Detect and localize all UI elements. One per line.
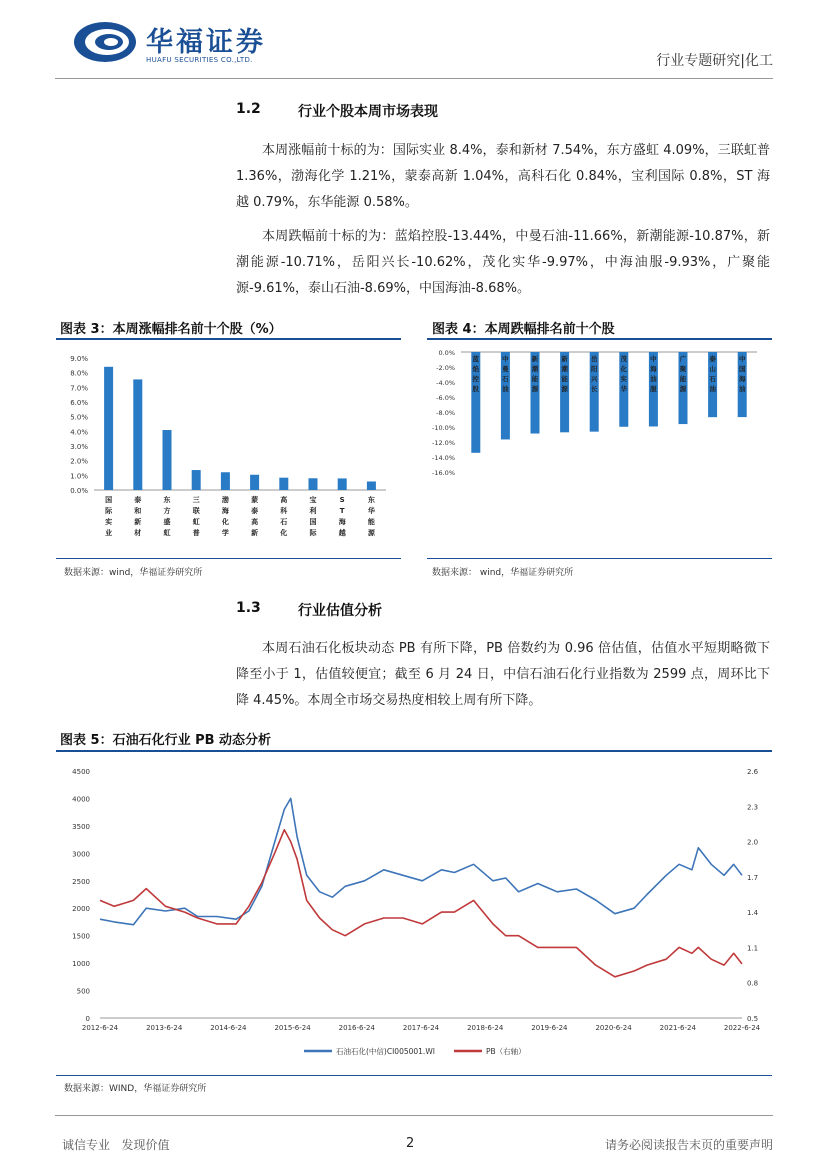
x-tick-label: 泰 [251,507,259,515]
y-tick-label: 3.0% [70,443,88,451]
x-tick-label: 海 [738,375,746,383]
x-tick-label: 中 [738,355,746,363]
y-right-tick-label: 2.0 [747,838,759,847]
x-tick-label: 学 [221,529,229,537]
x-tick-label: 2014-6-24 [210,1024,247,1032]
figure4-bottom-rule [427,558,772,559]
x-tick-label: 方 [163,507,171,515]
document-category: 行业专题研究|化工 [656,53,773,69]
x-tick-label: 高 [251,518,259,526]
x-tick-label: 茂 [620,355,628,363]
x-tick-label: 2015-6-24 [274,1024,311,1032]
x-tick-label: 能 [561,375,568,383]
section-title: 行业估值分析 [298,603,382,619]
x-tick-label: 岳 [590,355,598,363]
y-left-tick-label: 0 [85,1015,90,1023]
y-left-tick-label: 4000 [72,795,90,804]
y-right-tick-label: 1.1 [747,944,759,953]
x-tick-label: 潮 [531,365,539,373]
bar [367,481,376,490]
y-right-tick-label: 1.7 [747,873,759,882]
x-tick-label: 油 [650,375,657,383]
logo [72,18,282,68]
footer-slogan: 诚信专业 发现价值 [62,1138,170,1152]
bar [309,478,318,490]
figure3-chart [56,342,401,554]
legend-label-index: 石油石化(中信)CI005001.WI [336,1047,435,1056]
figure5-top-rule [56,750,772,752]
section-number: 1.3 [236,600,261,616]
x-tick-label: 源 [679,385,687,393]
logo-mark-icon [72,18,138,66]
y-tick-label: -10.0% [432,424,455,432]
y-left-tick-label: 1000 [72,960,90,969]
x-tick-label: 际 [105,507,113,515]
x-tick-label: 能 [531,375,539,383]
x-tick-label: 股 [472,385,480,393]
bar [133,379,142,490]
y-tick-label: 9.0% [70,355,88,363]
x-tick-label: 聚 [679,365,687,373]
y-tick-label: -14.0% [432,454,455,462]
x-tick-label: 广 [679,355,687,363]
x-tick-label: 和 [134,507,142,515]
y-tick-label: -12.0% [432,439,455,447]
x-tick-label: 虹 [163,529,171,537]
x-tick-label: 华 [620,385,628,393]
x-tick-label: 国 [738,365,746,373]
x-tick-label: 中 [650,355,657,363]
x-tick-label: 油 [709,385,716,393]
x-tick-label: 盛 [163,518,171,526]
y-left-tick-label: 3000 [72,850,90,859]
y-right-tick-label: 0.8 [747,979,759,988]
x-tick-label: 源 [561,385,568,393]
footer-divider [55,1115,773,1116]
x-tick-label: 曼 [502,365,509,373]
x-tick-label: 虹 [192,518,200,526]
x-tick-label: 高 [280,496,288,504]
legend-label-pb: PB（右轴） [486,1047,526,1056]
x-tick-label: T [339,507,345,515]
pb-series-line [100,830,742,977]
x-tick-label: 新 [561,355,568,363]
figure3-title: 图表 3：本周涨幅排名前十个股（%） [60,322,282,337]
x-tick-label: 蒙 [251,496,259,504]
x-tick-label: 联 [192,507,200,515]
x-tick-label: 越 [338,529,346,537]
x-tick-label: 际 [309,529,317,537]
page-number: 2 [406,1136,415,1151]
x-tick-label: 阳 [590,365,598,373]
x-tick-label: 东 [367,496,375,504]
x-tick-label: 华 [367,507,375,515]
figure4-top-rule [427,338,772,340]
y-tick-label: 4.0% [70,428,88,437]
figure3-top-rule [56,338,401,340]
x-tick-label: 2012-6-24 [81,1024,119,1032]
x-tick-label: 化 [221,518,229,526]
x-tick-label: 新 [134,518,142,526]
x-tick-label: 石 [502,375,509,383]
losers-paragraph: 本周跌幅前十标的为：蓝焰控股-13.44%，中曼石油-11.66%，新潮能源-10.87%，新潮能源-10.71%，岳阳兴长-10.62%，茂化实华-9.97%，中海油服-9.93%，广聚能源-9.61%，泰山石油-8.69%，中国海油-8.68%。 [236,229,770,296]
figure4-chart [427,342,772,554]
y-tick-label: 5.0% [70,413,88,422]
x-tick-label: 国 [309,518,317,526]
bar [250,475,259,490]
x-tick-label: S [339,496,345,504]
valuation-paragraph: 本周石油石化板块动态 PB 有所下降，PB 倍数约为 0.96 倍估值，估值水平短期略微下降至小于 1，估值较便宜；截至 6 月 24 日，中信石油石化行业指数为 2599 点，周环比下降 4.45%。本周全市场交易热度相较上周有所下降。 [236,641,770,708]
gainers-paragraph: 本周涨幅前十标的为：国际实业 8.4%，泰和新材 7.54%，东方盛虹 4.09%，三联虹普 1.36%，渤海化学 1.21%，蒙泰高新 1.04%，高科石化 0.84%，宝利国际 0.8%，ST 海越 0.79%，东华能源 0.58%。 [236,143,770,210]
x-tick-label: 三 [192,496,200,504]
x-tick-label: 石 [280,518,288,526]
x-tick-label: 新 [531,355,539,363]
figure3-bottom-rule [56,558,401,559]
y-tick-label: 0.0% [438,349,455,357]
y-tick-label: 6.0% [70,399,88,407]
logo-subtitle: HUAFU SECURITIES CO.,LTD. [146,56,253,64]
figure5-chart [56,754,772,1074]
y-right-tick-label: 0.5 [747,1015,759,1023]
x-tick-label: 海 [221,507,229,515]
x-tick-label: 石 [709,375,716,383]
x-tick-label: 源 [367,529,375,537]
y-tick-label: -6.0% [436,394,455,402]
y-left-tick-label: 500 [76,987,90,996]
x-tick-label: 2016-6-24 [338,1024,375,1032]
x-tick-label: 化 [280,529,288,537]
x-tick-label: 宝 [309,496,317,504]
x-tick-label: 兴 [590,375,598,383]
y-tick-label: -4.0% [436,379,455,387]
x-tick-label: 东 [163,496,171,504]
x-tick-label: 实 [105,518,113,526]
x-tick-label: 海 [650,365,657,373]
x-tick-label: 中 [502,355,509,363]
x-tick-label: 材 [134,529,142,537]
bar [221,472,230,490]
x-tick-label: 2018-6-24 [467,1024,504,1032]
x-tick-label: 蓝 [472,355,480,363]
index-series-line [100,798,742,924]
x-tick-label: 油 [502,385,509,393]
y-left-tick-label: 2000 [72,905,90,914]
x-tick-label: 山 [709,365,716,373]
x-tick-label: 服 [650,385,657,393]
y-left-tick-label: 1500 [72,932,90,941]
y-tick-label: 0.0% [70,487,88,495]
x-tick-label: 渤 [221,496,229,504]
bar [279,478,288,490]
x-tick-label: 海 [338,518,346,526]
x-tick-label: 源 [531,385,539,393]
x-tick-label: 化 [620,365,628,373]
x-tick-label: 泰 [134,496,142,504]
x-tick-label: 科 [280,507,288,515]
bar [338,478,347,490]
y-tick-label: 8.0% [70,369,88,378]
x-tick-label: 潮 [561,365,568,373]
y-left-tick-label: 3500 [72,822,90,831]
bar [192,470,201,490]
figure4-title: 图表 4：本周跌幅排名前十个股 [432,322,615,337]
section-number: 1.2 [236,101,261,117]
x-tick-label: 业 [105,529,113,537]
footer-disclaimer: 请务必阅读报告末页的重要声明 [604,1138,773,1152]
x-tick-label: 国 [105,496,113,504]
y-tick-label: 2.0% [70,457,88,466]
y-tick-label: -8.0% [436,409,455,417]
y-tick-label: -16.0% [432,469,455,477]
x-tick-label: 油 [738,385,746,393]
y-tick-label: 1.0% [70,472,88,481]
y-right-tick-label: 2.6 [747,768,759,776]
x-tick-label: 能 [679,375,687,383]
x-tick-label: 利 [309,507,317,515]
x-tick-label: 2021-6-24 [659,1024,696,1032]
x-tick-label: 2019-6-24 [531,1024,568,1032]
x-tick-label: 2020-6-24 [595,1024,632,1032]
figure5-bottom-rule [56,1075,772,1076]
x-tick-label: 控 [472,375,480,383]
y-right-tick-label: 1.4 [747,909,759,918]
figure5-source: 数据来源：WIND，华福证券研究所 [64,1084,207,1094]
figure4-source: 数据来源： wind，华福证券研究所 [432,568,574,578]
x-tick-label: 焰 [472,365,480,373]
x-tick-label: 能 [367,518,375,526]
bar [163,430,172,490]
y-left-tick-label: 4500 [72,768,90,776]
x-tick-label: 2017-6-24 [402,1024,440,1032]
x-tick-label: 2022-6-24 [723,1024,761,1032]
figure3-source: 数据来源：wind，华福证券研究所 [64,568,203,578]
y-tick-label: 7.0% [70,384,88,393]
x-tick-label: 2013-6-24 [146,1024,183,1032]
header-divider [55,78,773,79]
x-tick-label: 新 [251,529,259,537]
x-tick-label: 泰 [709,355,716,363]
figure5-title: 图表 5：石油石化行业 PB 动态分析 [60,733,272,748]
y-right-tick-label: 2.3 [747,803,759,812]
section-title: 行业个股本周市场表现 [298,104,438,120]
x-tick-label: 实 [620,375,628,383]
x-tick-label: 普 [192,529,200,537]
y-tick-label: -2.0% [436,364,455,372]
x-tick-label: 长 [590,385,598,393]
logo-title: 华福证券 [146,27,266,58]
y-left-tick-label: 2500 [72,877,90,886]
bar [104,367,113,490]
